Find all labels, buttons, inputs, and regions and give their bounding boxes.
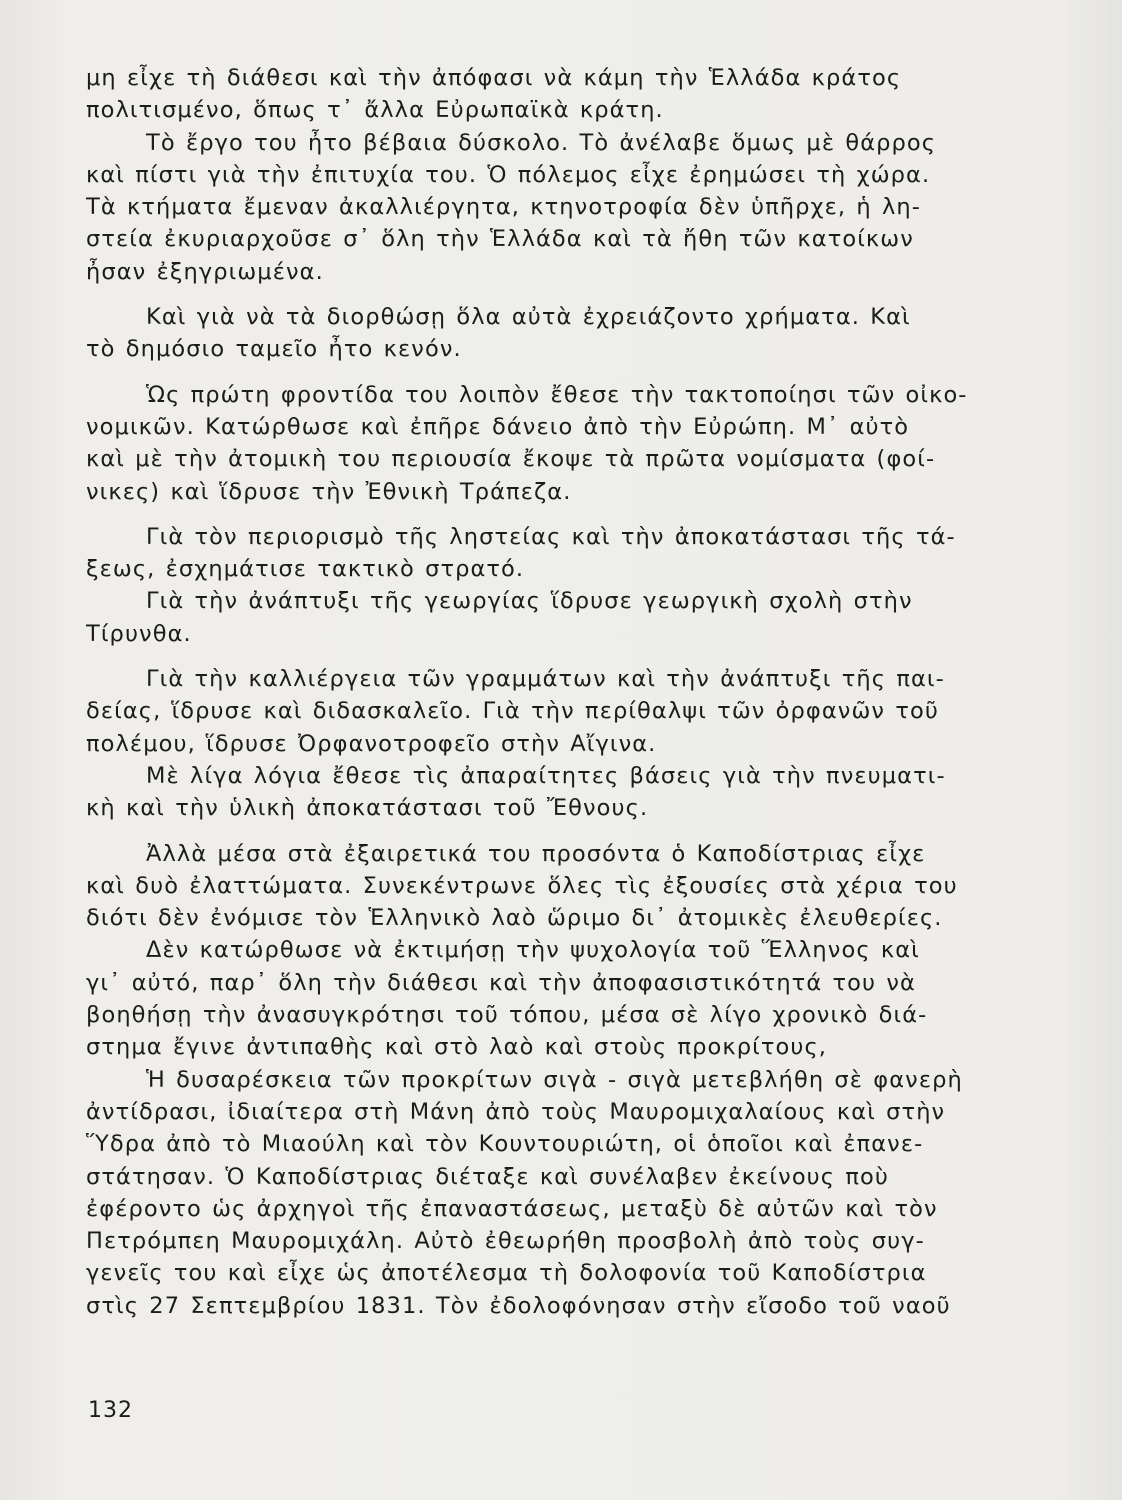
text-line: καὶ μὲ τὴν ἀτομικὴ του περιουσία ἔκοψε τὰ πρῶτα νομίσματα (φοί- [86,446,936,473]
text-line: δείας, ἵδρυσε καὶ διδασκαλεῖο. Γιὰ τὴν περίθαλψι τῶν ὀρφανῶν τοῦ [86,698,939,725]
paragraph-5 [86,521,1054,586]
text-line: τὸ δημόσιο ταμεῖο ἦτο κενόν. [86,336,462,363]
body-text [86,62,1054,1322]
text-line: Ἡ δυσαρέσκεια τῶν προκρίτων σιγὰ - σιγὰ μετεβλήθη σὲ φανερὴ [146,1066,963,1093]
text-line: μη εἶχε τὴ διάθεσι καὶ τὴν ἀπόφασι νὰ κάμη τὴν Ἑλλάδα κράτος [86,65,902,91]
text-line: Τὰ κτήματα ἔμεναν ἀκαλλιέργητα, κτηνοτροφία δὲν ὑπῆρχε, ἡ λη- [86,194,921,221]
text-line: στάτησαν. Ὁ Καποδίστριας διέταξε καὶ συνέλαβεν ἐκείνους ποὺ [86,1163,889,1190]
text-line: στημα ἔγινε ἀντιπαθὴς καὶ στὸ λαὸ καὶ στοὺς προκρίτους, [86,1034,828,1061]
text-line: Μὲ λίγα λόγια ἔθεσε τὶς ἀπαραίτητες βάσεις γιὰ τὴν πνευματι- [146,762,946,789]
text-line: Ἀλλὰ μέσα στὰ ἐξαιρετικά του προσόντα ὁ Καποδίστριας εἶχε [146,840,926,867]
text-line: ἀντίδρασι, ἰδιαίτερα στὴ Μάνη ἀπὸ τοὺς Μαυρομιχαλαίους καὶ στὴν [86,1098,946,1125]
text-line: Γιὰ τὸν περιορισμὸ τῆς ληστείας καὶ τὴν ἀποκατάστασι τῆς τά- [146,523,956,550]
paragraph-10 [86,934,1054,1063]
text-line: γι᾽ αὐτό, παρ᾽ ὅλη τὴν διάθεσι καὶ τὴν ἀποφασιστικότητά του νὰ [86,969,916,996]
text-line: νομικῶν. Κατώρθωσε καὶ ἐπῆρε δάνειο ἀπὸ τὴν Εὐρώπη. Μ᾽ αὐτὸ [86,413,910,440]
text-line: Γιὰ τὴν καλλιέργεια τῶν γραμμάτων καὶ τὴν ἀνάπτυξι τῆς παι- [146,666,945,693]
paragraph-11 [86,1064,1054,1322]
text-line: πολιτισμένο, ὅπως τ᾽ ἄλλα Εὐρωπαϊκὰ κράτη. [86,97,664,124]
text-line: Πετρόμπεη Μαυρομιχάλη. Αὐτὸ ἐθεωρήθη προσβολὴ ἀπὸ τοὺς συγ- [86,1228,925,1255]
text-line: διότι δὲν ἐνόμισε τὸν Ἑλληνικὸ λαὸ ὥριμο δι᾽ ἀτομικὲς ἐλευθερίες. [86,905,943,932]
text-line: νικες) καὶ ἵδρυσε τὴν Ἐθνικὴ Τράπεζα. [86,478,572,505]
text-line: Τὸ ἔργο του ἦτο βέβαια δύσκολο. Τὸ ἀνέλαβε ὅμως μὲ θάρρος [146,129,937,156]
text-line: ξεως, ἐσχημάτισε τακτικὸ στρατό. [86,556,525,583]
text-line: Γιὰ τὴν ἀνάπτυξι τῆς γεωργίας ἵδρυσε γεωργικὴ σχολὴ στὴν [146,588,913,615]
text-line: Δὲν κατώρθωσε νὰ ἐκτιμήσῃ τὴν ψυχολογία τοῦ Ἕλληνος καὶ [146,937,920,964]
paragraph-8 [86,760,1054,825]
text-line: Ὡς πρώτη φροντίδα του λοιπὸν ἔθεσε τὴν τακτοποίησι τῶν οἰκο- [146,381,968,408]
paragraph-6 [86,585,1054,650]
text-line: καὶ πίστι γιὰ τὴν ἐπιτυχία του. Ὁ πόλεμος εἶχε ἐρημώσει τὴ χώρα. [86,161,931,188]
text-line: Ὕδρα ἀπὸ τὸ Μιαούλη καὶ τὸν Κουντουριώτη, οἱ ὁποῖοι καὶ ἐπανε- [86,1131,924,1158]
text-line: βοηθήσῃ τὴν ἀνασυγκρότησι τοῦ τόπου, μέσα σὲ λίγο χρονικὸ διά- [86,1002,928,1029]
text-line: γενεῖς του καὶ εἶχε ὡς ἀποτέλεσμα τὴ δολοφονία τοῦ Καποδίστρια [86,1260,927,1287]
paragraph-3 [86,301,1054,366]
paragraph-7 [86,663,1054,760]
text-line: ἐφέροντο ὡς ἀρχηγοὶ τῆς ἐπαναστάσεως, μεταξὺ δὲ αὐτῶν καὶ τὸν [86,1195,938,1222]
text-line: Καὶ γιὰ νὰ τὰ διορθώσῃ ὅλα αὐτὰ ἐχρειάζοντο χρήματα. Καὶ [146,304,911,331]
text-line: στὶς 27 Σεπτεμβρίου 1831. Τὸν ἐδολοφόνησαν στὴν εἴσοδο τοῦ ναοῦ [86,1292,951,1319]
text-line: καὶ δυὸ ἐλαττώματα. Συνεκέντρωνε ὅλες τὶς ἐξουσίες στὰ χέρια του [86,872,958,899]
page-number: 132 [88,1398,133,1423]
paragraph-9 [86,838,1054,935]
text-line: πολέμου, ἵδρυσε Ὀρφανοτροφεῖο στὴν Αἴγινα. [86,730,657,757]
text-line: κὴ καὶ τὴν ὑλικὴ ἀποκατάστασι τοῦ Ἔθνους. [86,795,649,822]
text-line: Τίρυνθα. [86,620,192,647]
text-line: στεία ἐκυριαρχοῦσε σ᾽ ὅλη τὴν Ἑλλάδα καὶ τὰ ἤθη τῶν κατοίκων [86,226,914,253]
paragraph-1 [86,62,1054,127]
paragraph-2 [86,127,1054,288]
text-line: ἦσαν ἐξηγριωμένα. [86,258,324,285]
paragraph-4 [86,379,1054,508]
